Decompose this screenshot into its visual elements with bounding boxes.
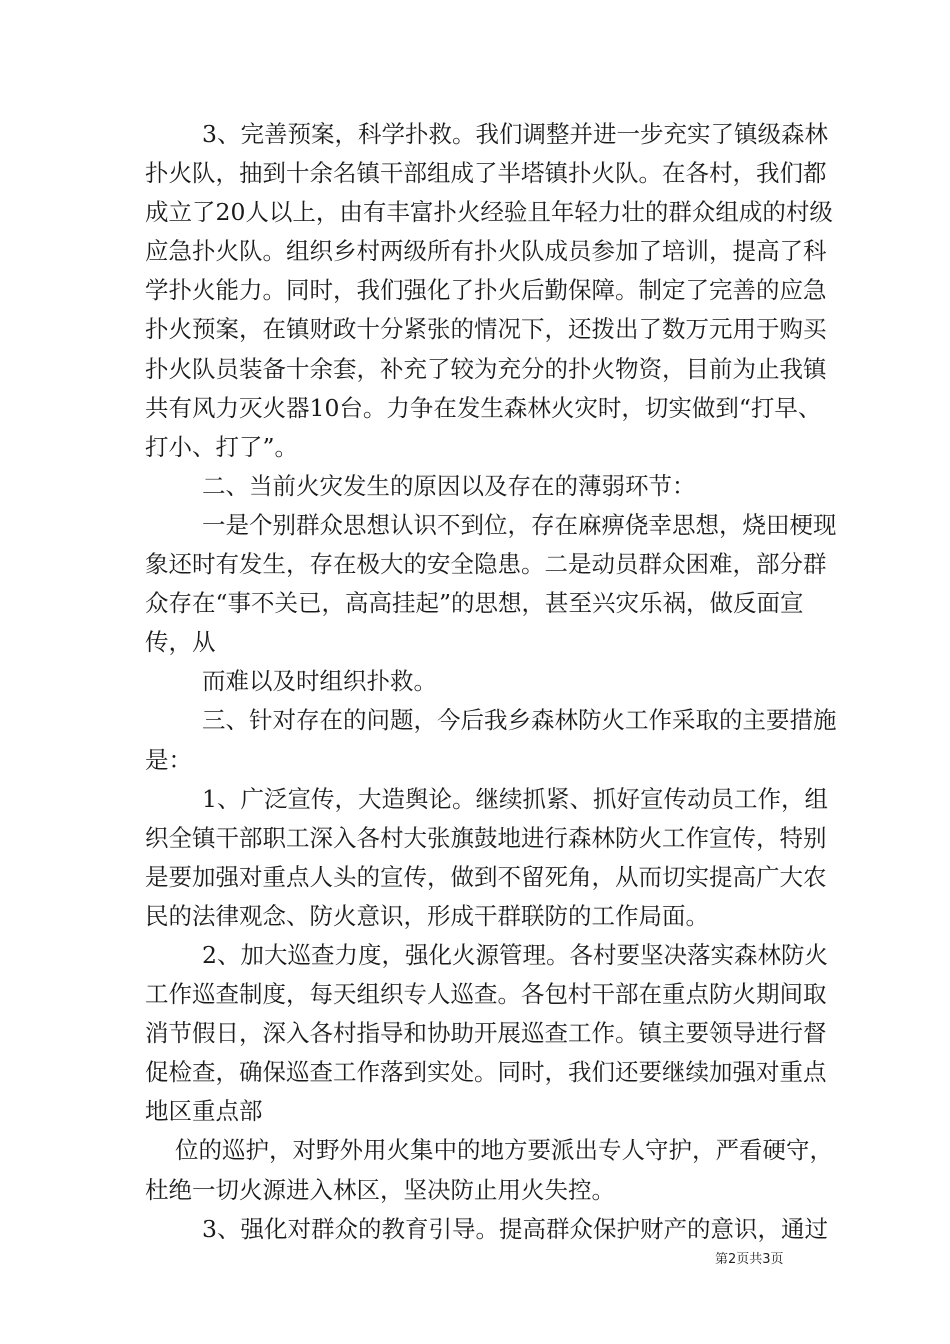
text-line: 1、广泛宣传，大造舆论。继续抓紧、抓好宣传动员工作，组 bbox=[202, 784, 828, 813]
text-line: 打小、打了”。 bbox=[145, 432, 299, 461]
text-line: 一是个别群众思想认识不到位，存在麻痹侥幸思想，烧田梗现 bbox=[202, 510, 837, 539]
text-line: 学扑火能力。同时，我们强化了扑火后勤保障。制定了完善的应急 bbox=[145, 276, 827, 305]
text-line: 扑火队，抽到十余名镇干部组成了半塔镇扑火队。在各村，我们都 bbox=[145, 159, 827, 188]
text-line: 位的巡护，对野外用火集中的地方要派出专人守护，严看硬守， bbox=[175, 1136, 833, 1165]
text-line: 工作巡查制度，每天组织专人巡查。各包村干部在重点防火期间取 bbox=[145, 980, 827, 1009]
text-line: 扑火预案，在镇财政十分紧张的情况下，还拨出了数万元用于购买 bbox=[145, 315, 827, 344]
text-line: 是要加强对重点人头的宣传，做到不留死角，从而切实提高广大农 bbox=[145, 862, 827, 891]
text-line: 3、完善预案，科学扑救。我们调整并进一步充实了镇级森林 bbox=[202, 120, 828, 148]
text-line: 成立了20人以上，由有丰富扑火经验且年轻力壮的群众组成的村级 bbox=[145, 198, 833, 227]
text-line: 三、针对存在的问题，今后我乡森林防火工作采取的主要措施 bbox=[202, 706, 837, 735]
text-line: 织全镇干部职工深入各村大张旗鼓地进行森林防火工作宣传，特别 bbox=[145, 823, 827, 852]
text-line: 二、当前火灾发生的原因以及存在的薄弱环节： bbox=[202, 471, 696, 500]
text-line: 2、加大巡查力度，强化火源管理。各村要坚决落实森林防火 bbox=[202, 940, 828, 969]
text-line: 杜绝一切火源进入林区，坚决防止用火失控。 bbox=[145, 1175, 615, 1204]
text-line: 而难以及时组织扑救。 bbox=[202, 667, 437, 696]
text-line: 扑火队员装备十余套，补充了较为充分的扑火物资，目前为止我镇 bbox=[145, 354, 827, 383]
text-line: 是： bbox=[145, 745, 192, 774]
text-line: 3、强化对群众的教育引导。提高群众保护财产的意识，通过 bbox=[202, 1214, 828, 1243]
document-body bbox=[145, 115, 837, 1249]
text-line: 传，从 bbox=[145, 628, 216, 657]
text-line: 众存在“事不关已，高高挂起”的思想，甚至兴灾乐祸，做反面宣 bbox=[145, 589, 804, 618]
text-line: 地区重点部 bbox=[145, 1097, 263, 1126]
text-line: 消节假日，深入各村指导和协助开展巡查工作。镇主要领导进行督 bbox=[145, 1019, 827, 1048]
text-line: 应急扑火队。组织乡村两级所有扑火队成员参加了培训，提高了科 bbox=[145, 237, 827, 266]
text-line: 共有风力灭火器10台。力争在发生森林火灾时，切实做到“打早、 bbox=[145, 393, 822, 422]
text-line: 象还时有发生，存在极大的安全隐患。二是动员群众困难，部分群 bbox=[145, 550, 827, 579]
text-line: 民的法律观念、防火意识，形成干群联防的工作局面。 bbox=[145, 901, 709, 930]
page-number-footer: 第2页共3页 bbox=[715, 1252, 784, 1267]
text-line: 促检查，确保巡查工作落到实处。同时，我们还要继续加强对重点 bbox=[145, 1058, 827, 1087]
